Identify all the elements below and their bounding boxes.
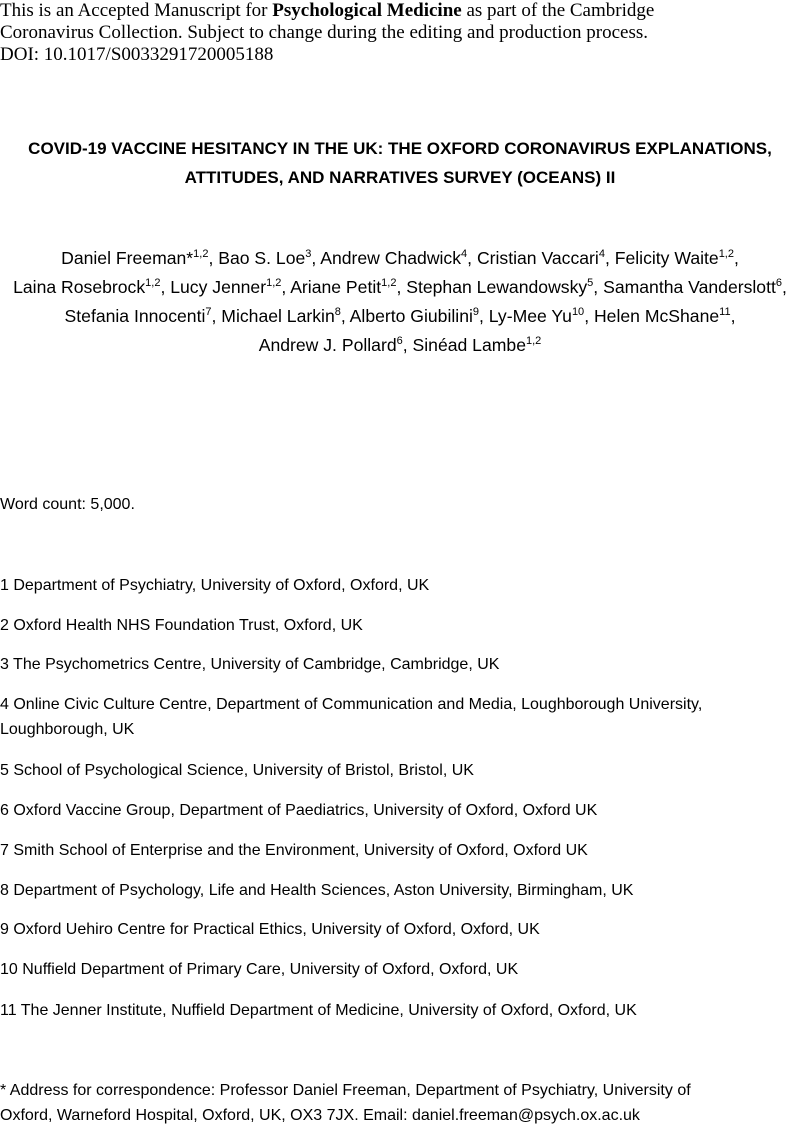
affiliation-8: 8 Department of Psychology, Life and Health Sciences, Aston University, Birmingham, UK (0, 882, 634, 899)
author-name: Helen McShane$^{11}$ (593, 306, 731, 326)
correspondence-line-1: * Address for correspondence: Professor Daniel Freeman, Department of Psychiatry, University of (0, 1082, 691, 1099)
notice-line-2: Coronavirus Collection. Subject to change during the editing and production process. (0, 22, 648, 43)
author-affiliation-marker: 4 (461, 248, 468, 261)
author-affiliation-marker: 1,2 (266, 277, 282, 290)
author-affiliation-marker: 9 (472, 306, 480, 319)
author-name: Andrew Chadwick$^4$ (320, 248, 468, 268)
affiliation-4: 4 Online Civic Culture Centre, Department of Communication and Media, Loughborough University, Loughborough, UK (0, 696, 703, 738)
author-affiliation-marker: 4 (598, 248, 605, 261)
author-line: Andrew J. Pollard$^6$, Sinéad Lambe$^{1,2}$ (258, 335, 542, 355)
author-line: Stefania Innocenti$^7$, Michael Larkin$^8$, Alberto Giubilini$^9$, Ly-Mee Yu$^{10}$, Helen McShane$^{11}$, (64, 306, 736, 326)
affiliation-1: 1 Department of Psychiatry, University of Oxford, Oxford, UK (0, 577, 430, 594)
doi: DOI: 10.1017/S0033291720005188 (0, 44, 274, 65)
author-name: Felicity Waite$^{1,2}$ (614, 248, 734, 268)
author-affiliation-marker: 5 (587, 277, 594, 290)
affiliation-3: 3 The Psychometrics Centre, University of Cambridge, Cambridge, UK (0, 656, 500, 673)
title-line-1: COVID-19 VACCINE HESITANCY IN THE UK: THE OXFORD CORONAVIRUS EXPLANATIONS, (28, 139, 772, 158)
journal-name: Psychological Medicine (272, 0, 462, 21)
author-name: Alberto Giubilini$^9$ (349, 306, 480, 326)
author-name: Lucy Jenner$^{1,2}$ (170, 277, 282, 297)
author-line: Daniel Freeman*$^{1,2}$, Bao S. Loe$^3$, Andrew Chadwick$^4$, Cristian Vaccari$^4$, Felicity Waite$^{1,2}$, (61, 248, 739, 268)
author-name: Cristian Vaccari$^4$ (476, 248, 605, 268)
author-affiliation-marker: 6 (396, 335, 403, 348)
author-line: Laina Rosebrock$^{1,2}$, Lucy Jenner$^{1,2}$, Ariane Petit$^{1,2}$, Stephan Lewandowsky$^5$, Samantha Vanderslott$^6$, (13, 277, 787, 297)
author-affiliation-marker: 1,2 (145, 277, 161, 290)
correspondence-address (0, 1078, 800, 1128)
word-count: Word count: 5,000. (0, 496, 135, 513)
correspondence-line-2: Oxford, Warneford Hospital, Oxford, UK, OX3 7JX. Email: daniel.freeman@psych.ox.ac.uk (0, 1107, 640, 1124)
author-name: Bao S. Loe$^3$ (218, 248, 312, 268)
author-name: Ly-Mee Yu$^{10}$ (488, 306, 585, 326)
author-name: Ariane Petit$^{1,2}$ (290, 277, 397, 297)
author-affiliation-marker: 1,2 (381, 277, 397, 290)
author-name: Sinéad Lambe$^{1,2}$ (412, 335, 542, 355)
author-affiliation-marker: 8 (334, 306, 341, 319)
affiliation-9: 9 Oxford Uehiro Centre for Practical Ethics, University of Oxford, Oxford, UK (0, 921, 540, 938)
author-affiliation-marker: 11 (719, 306, 731, 319)
author-affiliation-marker: 3 (305, 248, 312, 261)
title-line-2: ATTITUDES, AND NARRATIVES SURVEY (OCEANS) II (184, 168, 616, 187)
author-name: Andrew J. Pollard$^6$ (258, 335, 403, 355)
affiliation-2: 2 Oxford Health NHS Foundation Trust, Oxford, UK (0, 617, 363, 634)
author-affiliation-marker: 1,2 (718, 248, 734, 261)
affiliation-10: 10 Nuffield Department of Primary Care, University of Oxford, Oxford, UK (0, 961, 519, 978)
affiliation-6: 6 Oxford Vaccine Group, Department of Paediatrics, University of Oxford, Oxford UK (0, 802, 598, 819)
author-name: Stephan Lewandowsky$^5$ (406, 277, 594, 297)
author-name: Stefania Innocenti$^7$ (64, 306, 212, 326)
affiliation-7: 7 Smith School of Enterprise and the Environment, University of Oxford, Oxford UK (0, 842, 588, 859)
author-name: Laina Rosebrock$^{1,2}$ (13, 277, 161, 297)
paper-title (0, 134, 800, 192)
author-name: Michael Larkin$^8$ (221, 306, 341, 326)
affiliation-11: 11 The Jenner Institute, Nuffield Department of Medicine, University of Oxford, Oxford, UK (0, 1002, 637, 1019)
author-affiliation-marker: 7 (205, 306, 212, 319)
author-name: Samantha Vanderslott$^6$ (603, 277, 782, 297)
author-affiliation-marker: 6 (775, 277, 782, 290)
author-affiliation-marker: 1,2 (193, 248, 209, 261)
author-name: Daniel Freeman*$^{1,2}$ (61, 248, 209, 268)
author-affiliation-marker: 10 (571, 306, 585, 319)
accepted-manuscript-notice (0, 0, 800, 66)
affiliation-5: 5 School of Psychological Science, University of Bristol, Bristol, UK (0, 762, 474, 779)
notice-line-1: This is an Accepted Manuscript for Psychological Medicine as part of the Cambridge (0, 0, 655, 21)
author-affiliation-marker: 1,2 (525, 335, 542, 348)
author-list (0, 244, 800, 360)
